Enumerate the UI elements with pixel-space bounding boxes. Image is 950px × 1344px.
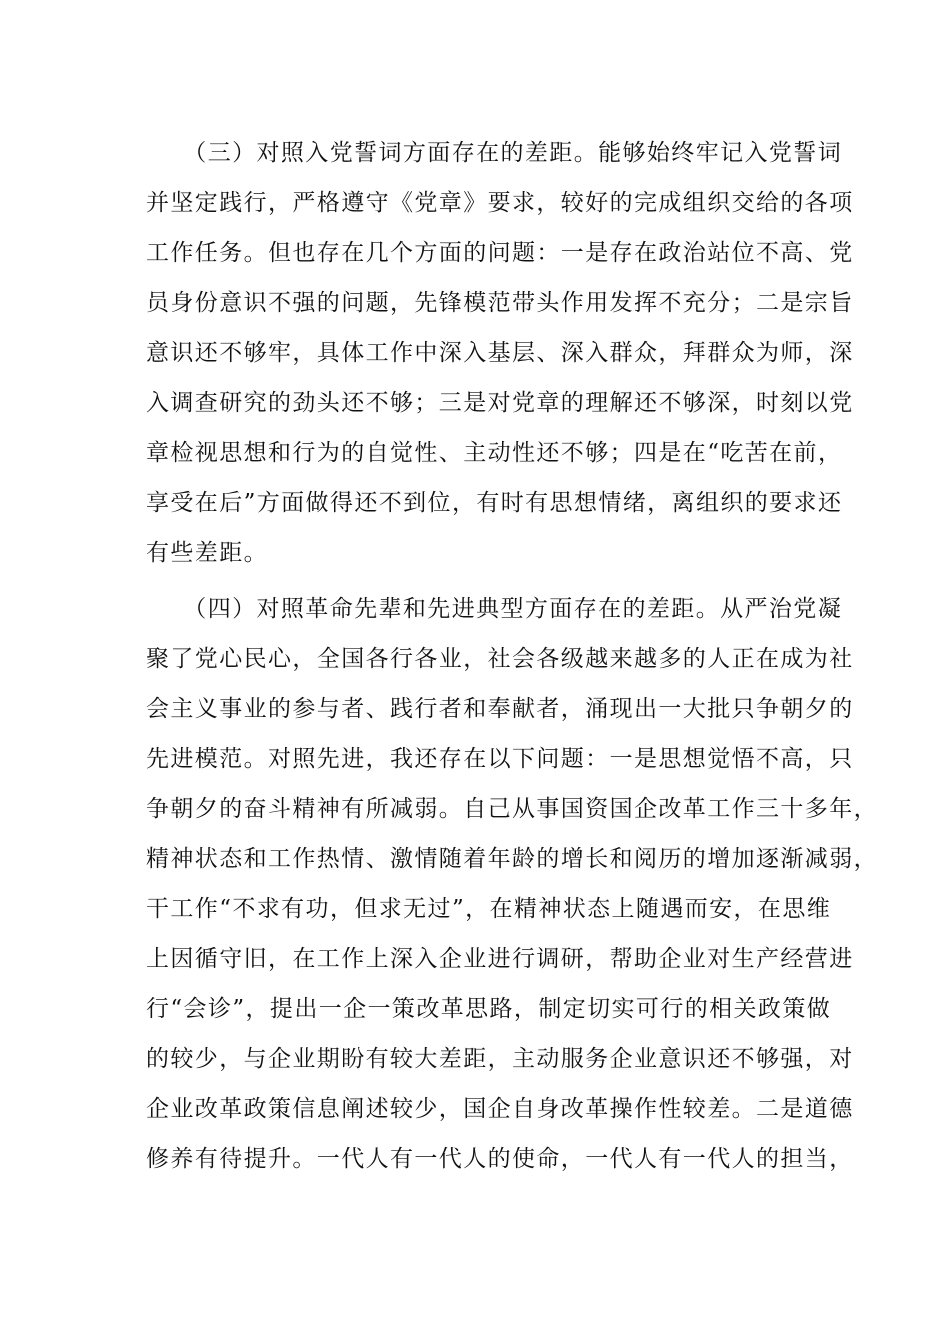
text-line: 入调查研究的劲头还不够；三是对党章的理解还不够深，时刻以党 xyxy=(146,390,854,416)
text-line: 干工作“不求有功，但求无过”，在精神状态上随遇而安，在思维 xyxy=(146,896,832,922)
text-line: 章检视思想和行为的自觉性、主动性还不够；四是在“吃苦在前， xyxy=(146,440,843,466)
text-line: 并坚定践行，严格遵守《党章》要求，较好的完成组织交给的各项 xyxy=(146,190,854,216)
paragraph-role-model-gap xyxy=(146,584,878,1184)
text-line: 精神状态和工作热情、激情随着年龄的增长和阅历的增加逐渐减弱， xyxy=(146,846,878,872)
text-line: （三）对照入党誓词方面存在的差距。能够始终牢记入党誓词 xyxy=(146,140,843,166)
text-line: 修养有待提升。一代人有一代人的使命，一代人有一代人的担当， xyxy=(146,1146,854,1172)
text-line: 的较少，与企业期盼有较大差距，主动服务企业意识还不够强，对 xyxy=(146,1046,854,1072)
text-line: 行“会诊”，提出一企一策改革思路，制定切实可行的相关政策做 xyxy=(146,996,832,1022)
text-line: 意识还不够牢，具体工作中深入基层、深入群众，拜群众为师，深 xyxy=(146,340,854,366)
text-line: 享受在后”方面做得还不到位，有时有思想情绪，离组织的要求还 xyxy=(146,490,843,516)
text-line: 工作任务。但也存在几个方面的问题：一是存在政治站位不高、党 xyxy=(146,240,854,266)
text-line: 会主义事业的参与者、践行者和奉献者，涌现出一大批只争朝夕的 xyxy=(146,696,854,722)
text-line: 上因循守旧，在工作上深入企业进行调研，帮助企业对生产经营进 xyxy=(146,946,854,972)
text-line: 员身份意识不强的问题，先锋模范带头作用发挥不充分；二是宗旨 xyxy=(146,290,854,316)
text-line: 聚了党心民心，全国各行各业，社会各级越来越多的人正在成为社 xyxy=(146,646,854,672)
text-line: 争朝夕的奋斗精神有所减弱。自己从事国资国企改革工作三十多年， xyxy=(146,796,878,822)
text-line: 企业改革政策信息阐述较少，国企自身改革操作性较差。二是道德 xyxy=(146,1096,854,1122)
text-line: （四）对照革命先辈和先进典型方面存在的差距。从严治党凝 xyxy=(146,596,843,622)
text-line: 有些差距。 xyxy=(146,540,268,566)
text-line: 先进模范。对照先进，我还存在以下问题：一是思想觉悟不高，只 xyxy=(146,746,854,772)
paragraph-oath-gap xyxy=(146,128,854,578)
